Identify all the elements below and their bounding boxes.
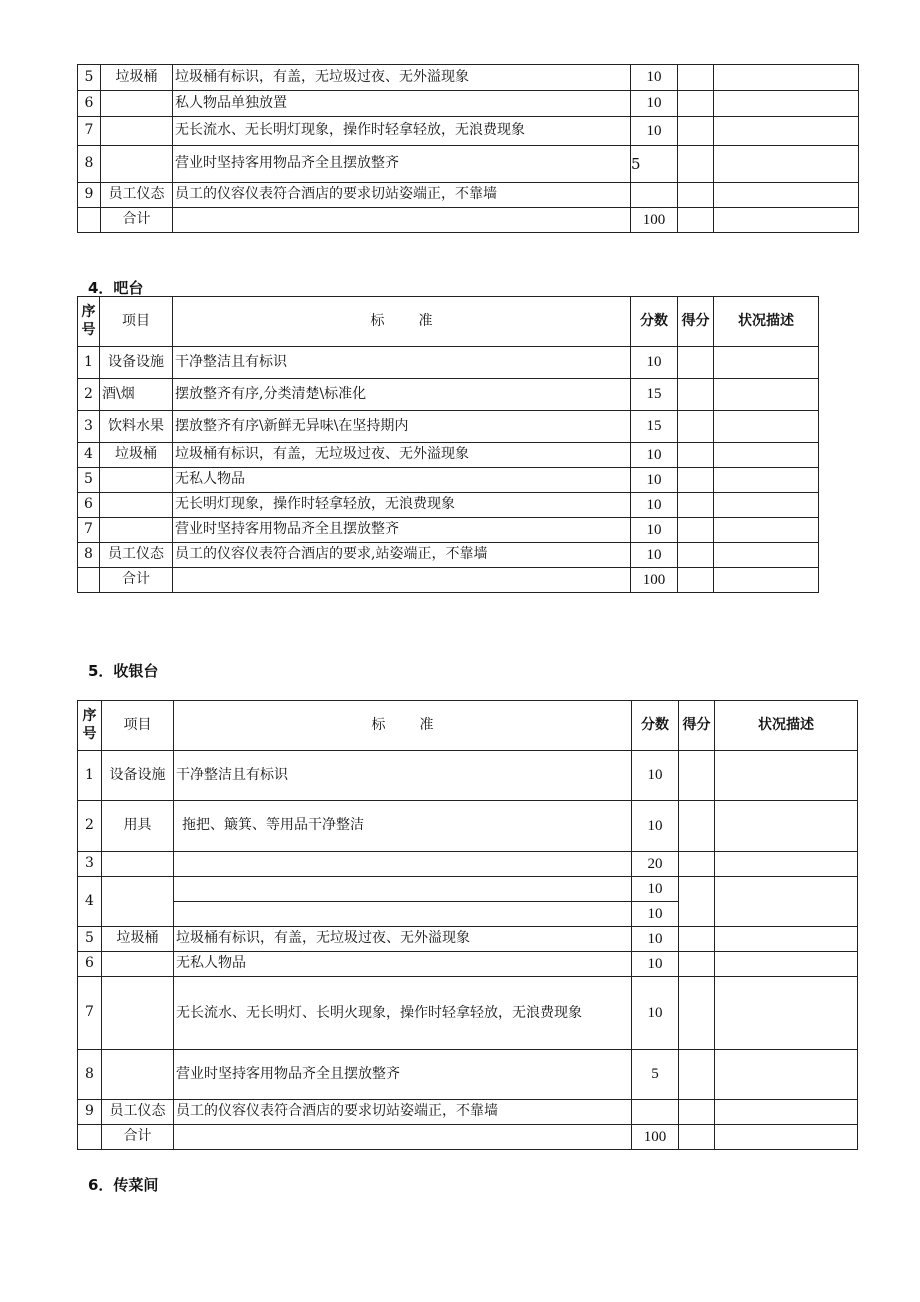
got-score-cell[interactable] — [678, 183, 714, 208]
status-desc-cell[interactable] — [714, 468, 819, 493]
seq-header: 序 号 — [78, 297, 100, 347]
got-score-cell[interactable] — [679, 751, 715, 801]
seq-cell: 7 — [78, 117, 101, 146]
status-desc-cell[interactable] — [714, 443, 819, 468]
got-score-cell[interactable] — [679, 1125, 715, 1150]
table-row — [78, 411, 819, 443]
seq-cell: 5 — [78, 65, 101, 91]
seq-cell: 4 — [78, 443, 100, 468]
standard-cell: 摆放整齐有序\新鲜无异味\在坚持期内 — [173, 411, 631, 443]
got-score-cell[interactable] — [679, 1100, 715, 1125]
got-score-cell[interactable] — [678, 543, 714, 568]
score-cell: 15 — [631, 379, 678, 411]
table-row — [78, 751, 858, 801]
score-header: 分数 — [632, 701, 679, 751]
status-desc-cell[interactable] — [715, 751, 858, 801]
status-desc-cell[interactable] — [714, 543, 819, 568]
got-score-cell[interactable] — [678, 91, 714, 117]
seq-cell: 1 — [78, 347, 100, 379]
got-score-cell[interactable] — [678, 379, 714, 411]
standard-cell: 员工的仪容仪表符合酒店的要求,站姿端正，不靠墙 — [173, 543, 631, 568]
table-row — [78, 468, 819, 493]
seq-cell: 3 — [78, 852, 102, 877]
total-label: 合计 — [101, 208, 173, 233]
total-score: 100 — [631, 208, 678, 233]
table-row — [78, 91, 859, 117]
item-cell: 设备设施 — [100, 347, 173, 379]
score-cell — [632, 1100, 679, 1125]
standard-cell: 干净整洁且有标识 — [174, 751, 632, 801]
got-score-cell[interactable] — [678, 411, 714, 443]
header-row — [78, 701, 858, 751]
item-cell: 垃圾桶 — [101, 65, 173, 91]
got-score-cell[interactable] — [679, 977, 715, 1050]
status-desc-cell[interactable] — [714, 411, 819, 443]
got-score-cell[interactable] — [679, 952, 715, 977]
table-row — [78, 518, 819, 543]
total-score: 100 — [631, 568, 678, 593]
item-cell — [101, 117, 173, 146]
table-row — [78, 1100, 858, 1125]
total-row — [78, 1125, 858, 1150]
seq-cell: 2 — [78, 379, 100, 411]
score-cell: 10 — [631, 468, 678, 493]
score-cell — [631, 183, 678, 208]
item-cell: 用具 — [102, 801, 174, 852]
status-desc-cell[interactable] — [714, 568, 819, 593]
status-desc-cell[interactable] — [715, 977, 858, 1050]
seq-cell: 4 — [78, 877, 102, 927]
score-cell: 5 — [632, 1050, 679, 1100]
section-title: 5．收银台 — [88, 662, 159, 680]
seq-cell: 8 — [78, 146, 101, 183]
item-cell — [100, 468, 173, 493]
standard-cell — [174, 877, 632, 902]
seq-cell: 7 — [78, 977, 102, 1050]
seq-cell: 6 — [78, 952, 102, 977]
seq-cell: 3 — [78, 411, 100, 443]
status-desc-cell[interactable] — [714, 146, 859, 183]
status-desc-cell[interactable] — [714, 347, 819, 379]
got-score-cell[interactable] — [679, 1050, 715, 1100]
seq-cell: 2 — [78, 801, 102, 852]
standard-cell: 摆放整齐有序,分类清楚\标准化 — [173, 379, 631, 411]
item-cell: 酒\烟 — [100, 379, 173, 411]
table-row — [78, 543, 819, 568]
got-score-cell[interactable] — [679, 877, 715, 927]
item-cell — [100, 493, 173, 518]
seq-cell: 5 — [78, 468, 100, 493]
standard-cell: 无私人物品 — [173, 468, 631, 493]
got-score-cell[interactable] — [678, 518, 714, 543]
item-cell — [101, 146, 173, 183]
item-cell: 垃圾桶 — [100, 443, 173, 468]
standard-cell: 员工的仪容仪表符合酒店的要求切站姿端正，不靠墙 — [174, 1100, 632, 1125]
seq-cell: 9 — [78, 183, 101, 208]
got-score-cell[interactable] — [679, 801, 715, 852]
seq-cell: 8 — [78, 1050, 102, 1100]
got-score-cell[interactable] — [678, 208, 714, 233]
header-row — [78, 297, 819, 347]
item-cell — [102, 852, 174, 877]
standard-cell: 员工的仪容仪表符合酒店的要求切站姿端正，不靠墙 — [173, 183, 631, 208]
item-cell: 垃圾桶 — [102, 927, 174, 952]
item-cell: 设备设施 — [102, 751, 174, 801]
score-cell: 10 — [632, 877, 679, 902]
score-cell: 10 — [631, 518, 678, 543]
status-desc-cell[interactable] — [714, 117, 859, 146]
table-row — [78, 977, 858, 1050]
item-cell — [101, 91, 173, 117]
total-label: 合计 — [100, 568, 173, 593]
table-row — [78, 852, 858, 877]
score-cell: 10 — [631, 65, 678, 91]
standard-cell: 私人物品单独放置 — [173, 91, 631, 117]
standard-cell: 垃圾桶有标识，有盖，无垃圾过夜、无外溢现象 — [173, 443, 631, 468]
score-cell: 10 — [631, 493, 678, 518]
standard-header: 标 准 — [173, 297, 631, 347]
item-cell: 员工仪态 — [102, 1100, 174, 1125]
score-cell: 10 — [631, 543, 678, 568]
score-header: 分数 — [631, 297, 678, 347]
item-cell — [102, 1050, 174, 1100]
table-row — [78, 443, 819, 468]
status-desc-cell[interactable] — [715, 852, 858, 877]
item-header: 项目 — [100, 297, 173, 347]
status-desc-cell[interactable] — [714, 493, 819, 518]
seq-header: 序 号 — [78, 701, 102, 751]
standard-header: 标 准 — [174, 701, 632, 751]
status-desc-cell[interactable] — [715, 877, 858, 927]
status-desc-cell[interactable] — [714, 91, 859, 117]
status-desc-cell[interactable] — [715, 927, 858, 952]
total-row — [78, 208, 859, 233]
table-row — [78, 379, 819, 411]
standard-cell: 拖把、簸箕、等用品干净整洁 — [174, 801, 632, 852]
total-label: 合计 — [102, 1125, 174, 1150]
standard-cell: 营业时坚持客用物品齐全且摆放整齐 — [173, 518, 631, 543]
seq-cell: 5 — [78, 927, 102, 952]
status-desc-header: 状况描述 — [714, 297, 819, 347]
got-score-cell[interactable] — [678, 468, 714, 493]
score-cell: 10 — [631, 91, 678, 117]
total-row — [78, 568, 819, 593]
score-cell: 10 — [631, 117, 678, 146]
table-section3-tail — [77, 64, 859, 233]
status-desc-cell[interactable] — [714, 379, 819, 411]
status-desc-cell[interactable] — [715, 801, 858, 852]
status-desc-cell[interactable] — [715, 952, 858, 977]
table-row — [78, 347, 819, 379]
score-cell: 10 — [632, 952, 679, 977]
table-row — [78, 65, 859, 91]
table-row — [78, 1050, 858, 1100]
got-score-cell[interactable] — [678, 117, 714, 146]
score-cell: 20 — [632, 852, 679, 877]
item-cell: 饮料水果 — [100, 411, 173, 443]
table-row — [78, 183, 859, 208]
table-section4-bar — [77, 296, 819, 593]
score-cell: 10 — [631, 347, 678, 379]
item-cell: 员工仪态 — [100, 543, 173, 568]
seq-cell: 1 — [78, 751, 102, 801]
standard-cell: 垃圾桶有标识，有盖，无垃圾过夜、无外溢现象 — [173, 65, 631, 91]
got-score-cell[interactable] — [678, 443, 714, 468]
score-cell: 10 — [632, 977, 679, 1050]
status-desc-cell[interactable] — [715, 1125, 858, 1150]
item-cell: 员工仪态 — [101, 183, 173, 208]
score-cell: 10 — [631, 443, 678, 468]
status-desc-header: 状况描述 — [715, 701, 858, 751]
table-row — [78, 801, 858, 852]
section-title: 4．吧台 — [88, 279, 144, 297]
table-row — [78, 952, 858, 977]
status-desc-cell[interactable] — [714, 208, 859, 233]
section-title: 6．传菜间 — [88, 1176, 159, 1194]
score-cell: 10 — [632, 801, 679, 852]
standard-cell: 无私人物品 — [174, 952, 632, 977]
table-row — [78, 877, 858, 902]
standard-cell: 无长流水、无长明灯现象，操作时轻拿轻放，无浪费现象 — [173, 117, 631, 146]
seq-cell: 7 — [78, 518, 100, 543]
standard-cell: 营业时坚持客用物品齐全且摆放整齐 — [174, 1050, 632, 1100]
score-cell: 10 — [632, 927, 679, 952]
seq-cell: 9 — [78, 1100, 102, 1125]
got-score-cell[interactable] — [679, 852, 715, 877]
standard-cell — [174, 852, 632, 877]
status-desc-cell[interactable] — [714, 518, 819, 543]
table-row — [78, 493, 819, 518]
score-cell: 10 — [632, 902, 679, 927]
status-desc-cell[interactable] — [715, 1050, 858, 1100]
got-score-cell[interactable] — [679, 927, 715, 952]
standard-cell: 无长流水、无长明灯、长明火现象，操作时轻拿轻放，无浪费现象 — [174, 977, 632, 1050]
standard-cell — [174, 902, 632, 927]
seq-cell: 6 — [78, 493, 100, 518]
got-score-cell[interactable] — [678, 347, 714, 379]
got-score-cell[interactable] — [678, 146, 714, 183]
total-score: 100 — [632, 1125, 679, 1150]
standard-cell: 垃圾桶有标识，有盖，无垃圾过夜、无外溢现象 — [174, 927, 632, 952]
status-desc-cell[interactable] — [715, 1100, 858, 1125]
got-score-header: 得分 — [678, 297, 714, 347]
table-row — [78, 146, 859, 183]
seq-cell: 6 — [78, 91, 101, 117]
score-cell: 15 — [631, 411, 678, 443]
item-cell — [102, 952, 174, 977]
status-desc-cell[interactable] — [714, 183, 859, 208]
item-cell — [102, 877, 174, 927]
standard-cell: 无长明灯现象，操作时轻拿轻放，无浪费现象 — [173, 493, 631, 518]
item-cell — [100, 518, 173, 543]
table-row — [78, 117, 859, 146]
score-cell: 5 — [631, 146, 678, 183]
got-score-cell[interactable] — [678, 493, 714, 518]
got-score-cell[interactable] — [678, 65, 714, 91]
table-row — [78, 927, 858, 952]
status-desc-cell[interactable] — [714, 65, 859, 91]
standard-cell: 营业时坚持客用物品齐全且摆放整齐 — [173, 146, 631, 183]
got-score-cell[interactable] — [678, 568, 714, 593]
item-cell — [102, 977, 174, 1050]
seq-cell: 8 — [78, 543, 100, 568]
score-cell: 10 — [632, 751, 679, 801]
table-section5-cashier — [77, 700, 858, 1150]
got-score-header: 得分 — [679, 701, 715, 751]
item-header: 项目 — [102, 701, 174, 751]
standard-cell: 干净整洁且有标识 — [173, 347, 631, 379]
